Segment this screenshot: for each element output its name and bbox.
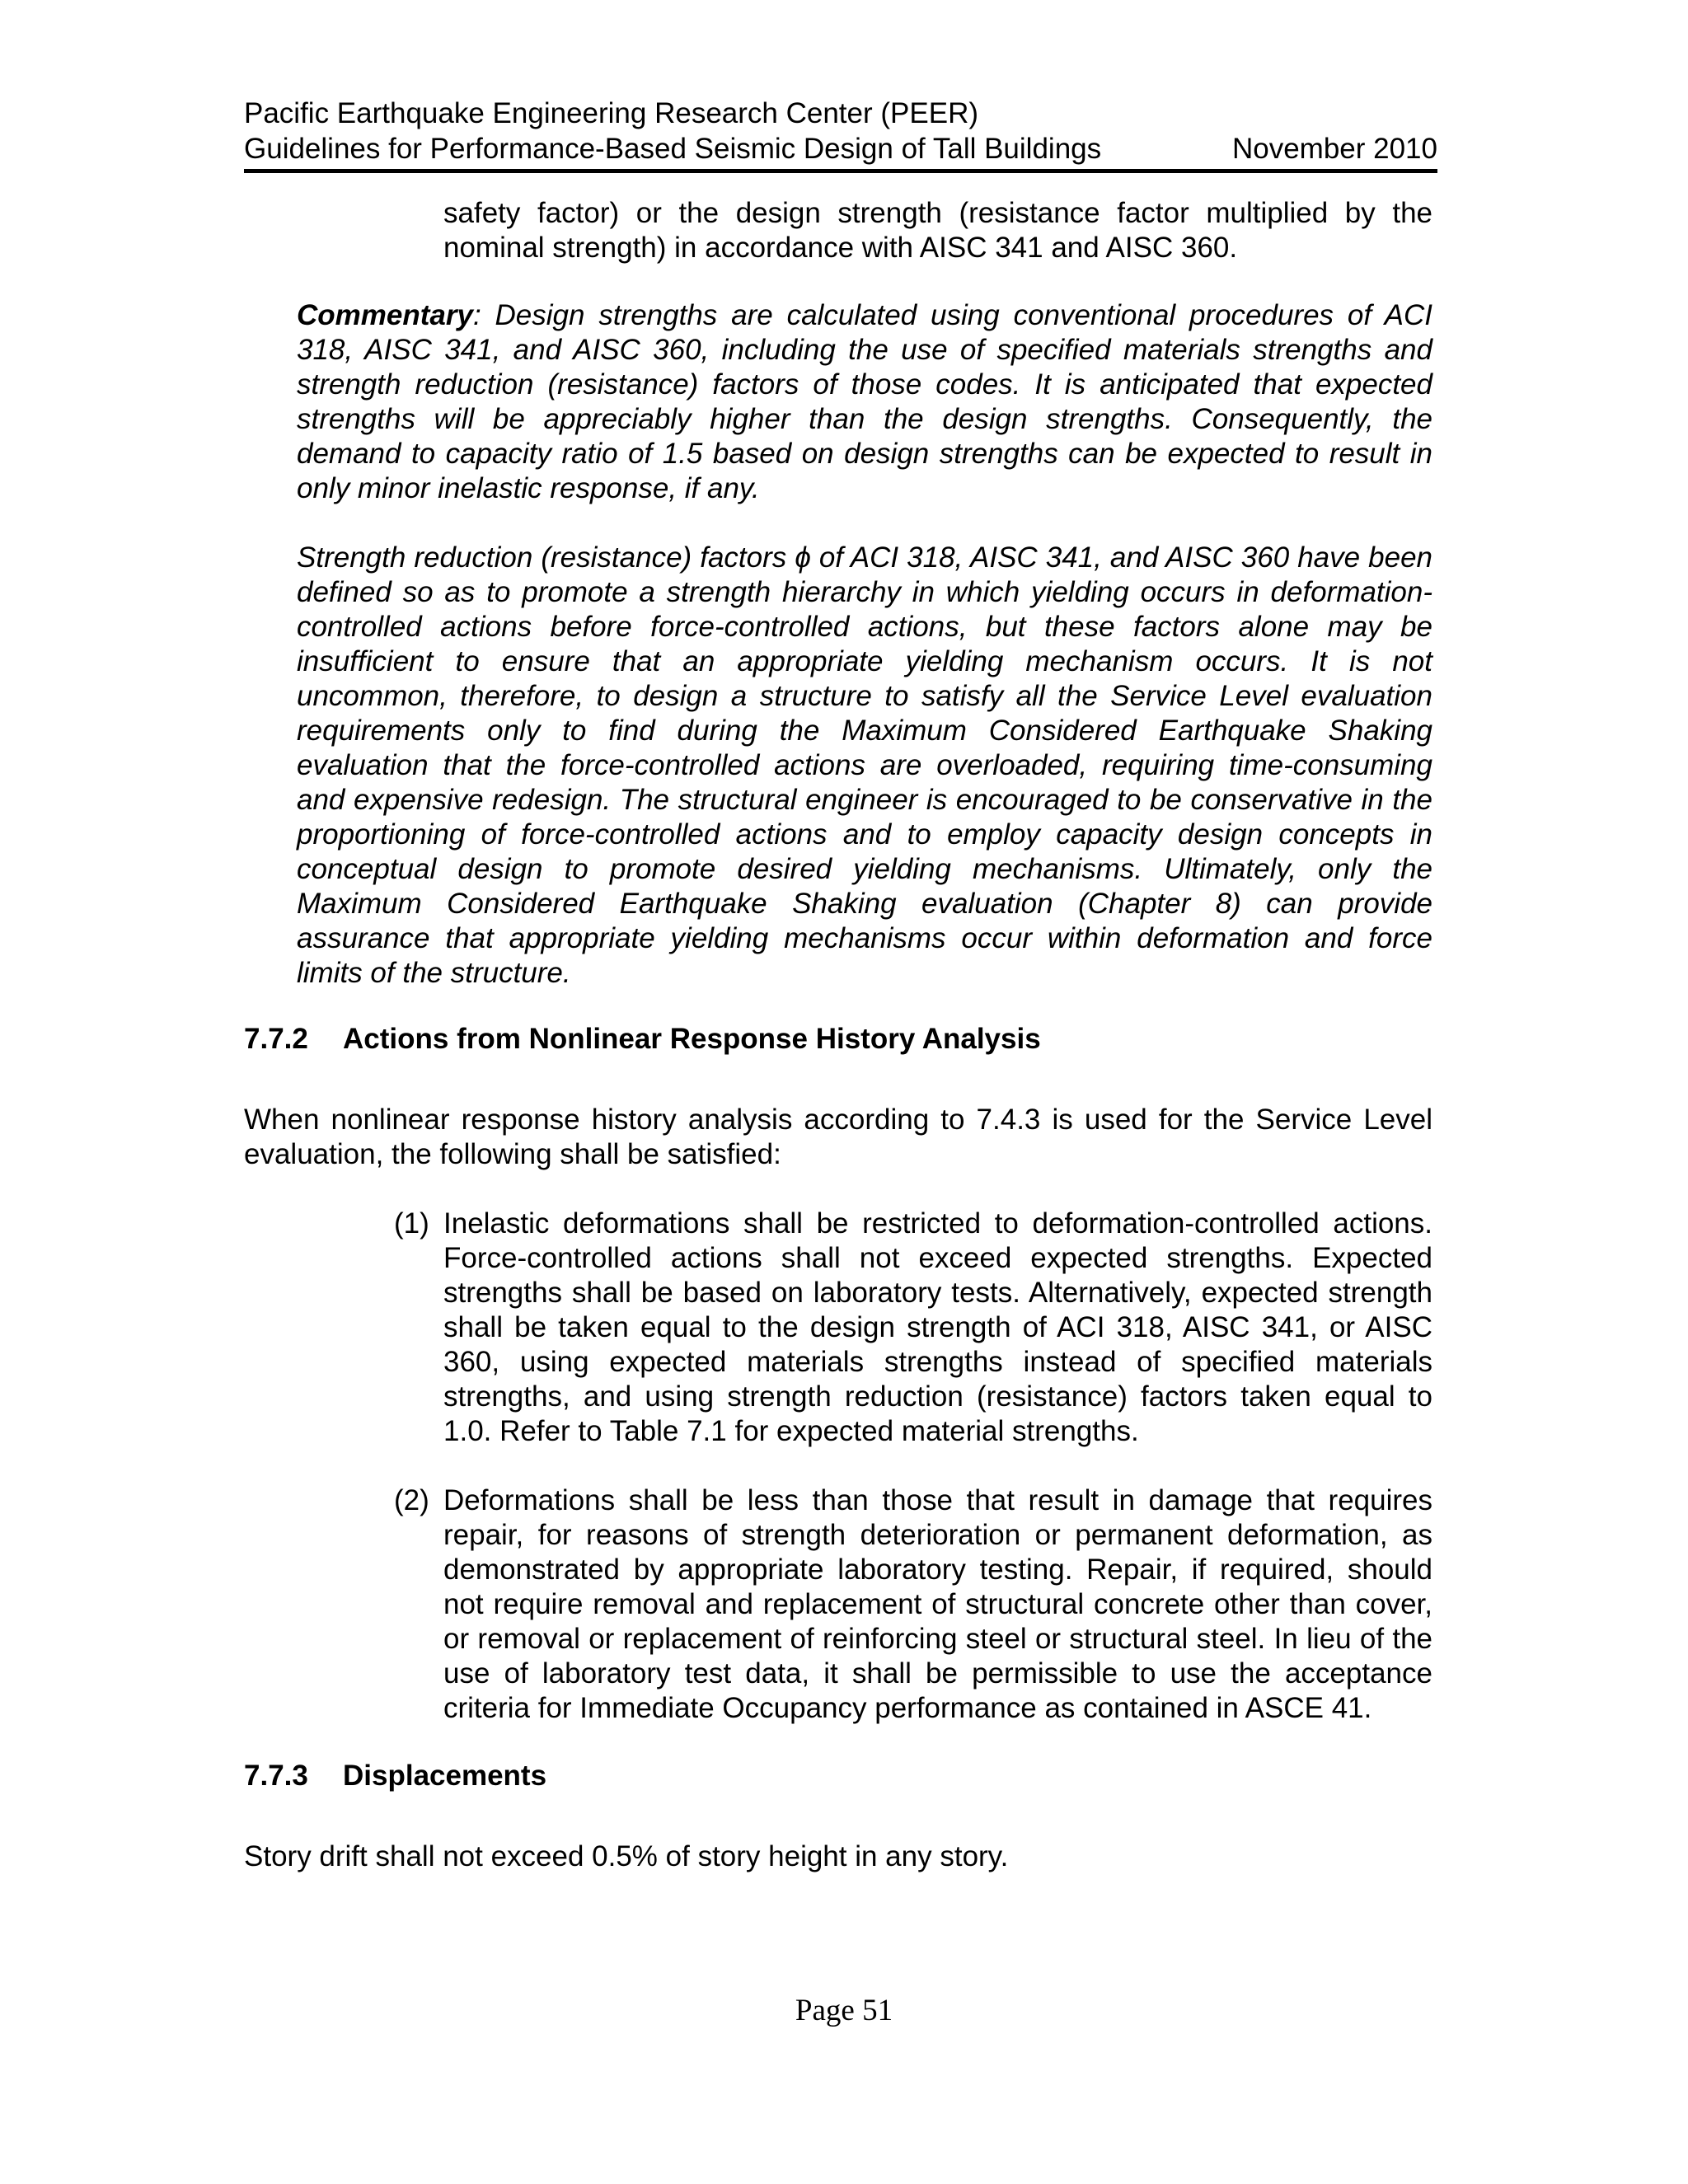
intro-continuation-block — [244, 196, 1432, 265]
section-heading-7-7-2 — [244, 1022, 1432, 1057]
page-header — [244, 96, 1437, 166]
intro-continuation-text: safety factor) or the design strength (resistance factor multiplied by the nominal strength) in accordance with AISC 341 and AISC 360. — [443, 197, 1432, 264]
page-content — [244, 196, 1432, 1874]
commentary-label: Commentary — [297, 299, 473, 331]
section-number: 7.7.3 — [244, 1760, 308, 1792]
requirement-item-2 — [244, 1483, 1432, 1726]
header-organization: Pacific Earthquake Engineering Research Center (PEER) — [244, 97, 978, 129]
section-title: Displacements — [343, 1760, 547, 1792]
commentary-paragraph-1 — [297, 298, 1432, 506]
header-document-title: Guidelines for Performance-Based Seismic Design of Tall Buildings — [244, 133, 1102, 165]
item-text: Inelastic deformations shall be restricted to deformation-controlled actions. Force-controlled actions shall not exceed expected strengths. Expected strengths shall be based on laboratory tests. Alternatively, expected strength shall be taken equal to the design strength of ACI 318, AISC 341, or AISC 360, using expected materials strengths instead of specified materials strengths, and using strength reduction (resistance) factors taken equal to 1.0. Refer to Table 7.1 for expected material strengths. — [443, 1207, 1432, 1447]
page-footer — [0, 1993, 1688, 2028]
requirement-item-1 — [244, 1207, 1432, 1449]
page-number: Page 51 — [795, 1994, 893, 2027]
item-text: Deformations shall be less than those that result in damage that requires repair, for reasons of strength deterioration or permanent deformation, as demonstrated by appropriate laboratory testing. Repair, if required, should not require removal and replacement of structural concrete other than cover, or removal or replacement of reinforcing steel or structural steel. In lieu of the use of laboratory test data, it shall be permissible to use the acceptance criteria for Immediate Occupancy performance as contained in ASCE 41. — [443, 1484, 1432, 1724]
header-divider — [244, 169, 1437, 173]
section-7-7-2-lead: When nonlinear response history analysis according to 7.4.3 is used for the Service Level evaluation, the following shall be satisfied: — [244, 1104, 1432, 1170]
section-title: Actions from Nonlinear Response History Analysis — [343, 1023, 1041, 1055]
commentary-paragraph-2: Strength reduction (resistance) factors ϕ of ACI 318, AISC 341, and AISC 360 have been defined so as to promote a strength hierarchy in which yielding occurs in deformation-controlled actions before force-controlled actions, but these factors alone may be insufficient to ensure that an appropriate yielding mechanism occurs. It is not uncommon, therefore, to design a structure to satisfy all the Service Level evaluation requirements only to find during the Maximum Considered Earthquake Shaking evaluation that the force-controlled actions are overloaded, requiring time-consuming and expensive redesign. The structural engineer is encouraged to be conservative in the proportioning of force-controlled actions and to employ capacity design concepts in conceptual design to promote desired yielding mechanisms. Ultimately, only the Maximum Considered Earthquake Shaking evaluation (Chapter 8) can provide assurance that appropriate yielding mechanisms occur within deformation and force limits of the structure. — [297, 541, 1432, 989]
commentary-block — [244, 298, 1432, 991]
section-number: 7.7.2 — [244, 1023, 308, 1055]
commentary-text-1: : Design strengths are calculated using conventional procedures of ACI 318, AISC 341, and AISC 360, including the use of specified materials strengths and strength reduction (resistance) factors of those codes. It is anticipated that expected strengths will be appreciably higher than the design strengths. Consequently, the demand to capacity ratio of 1.5 based on design strengths can be expected to result in only minor inelastic response, if any. — [297, 299, 1432, 504]
header-date: November 2010 — [1231, 133, 1437, 165]
section-7-7-3-text: Story drift shall not exceed 0.5% of story height in any story. — [244, 1840, 1009, 1872]
header-title-row — [244, 131, 1437, 166]
item-marker: (2) — [394, 1484, 429, 1516]
item-marker: (1) — [394, 1207, 429, 1240]
section-heading-7-7-3 — [244, 1759, 1432, 1793]
